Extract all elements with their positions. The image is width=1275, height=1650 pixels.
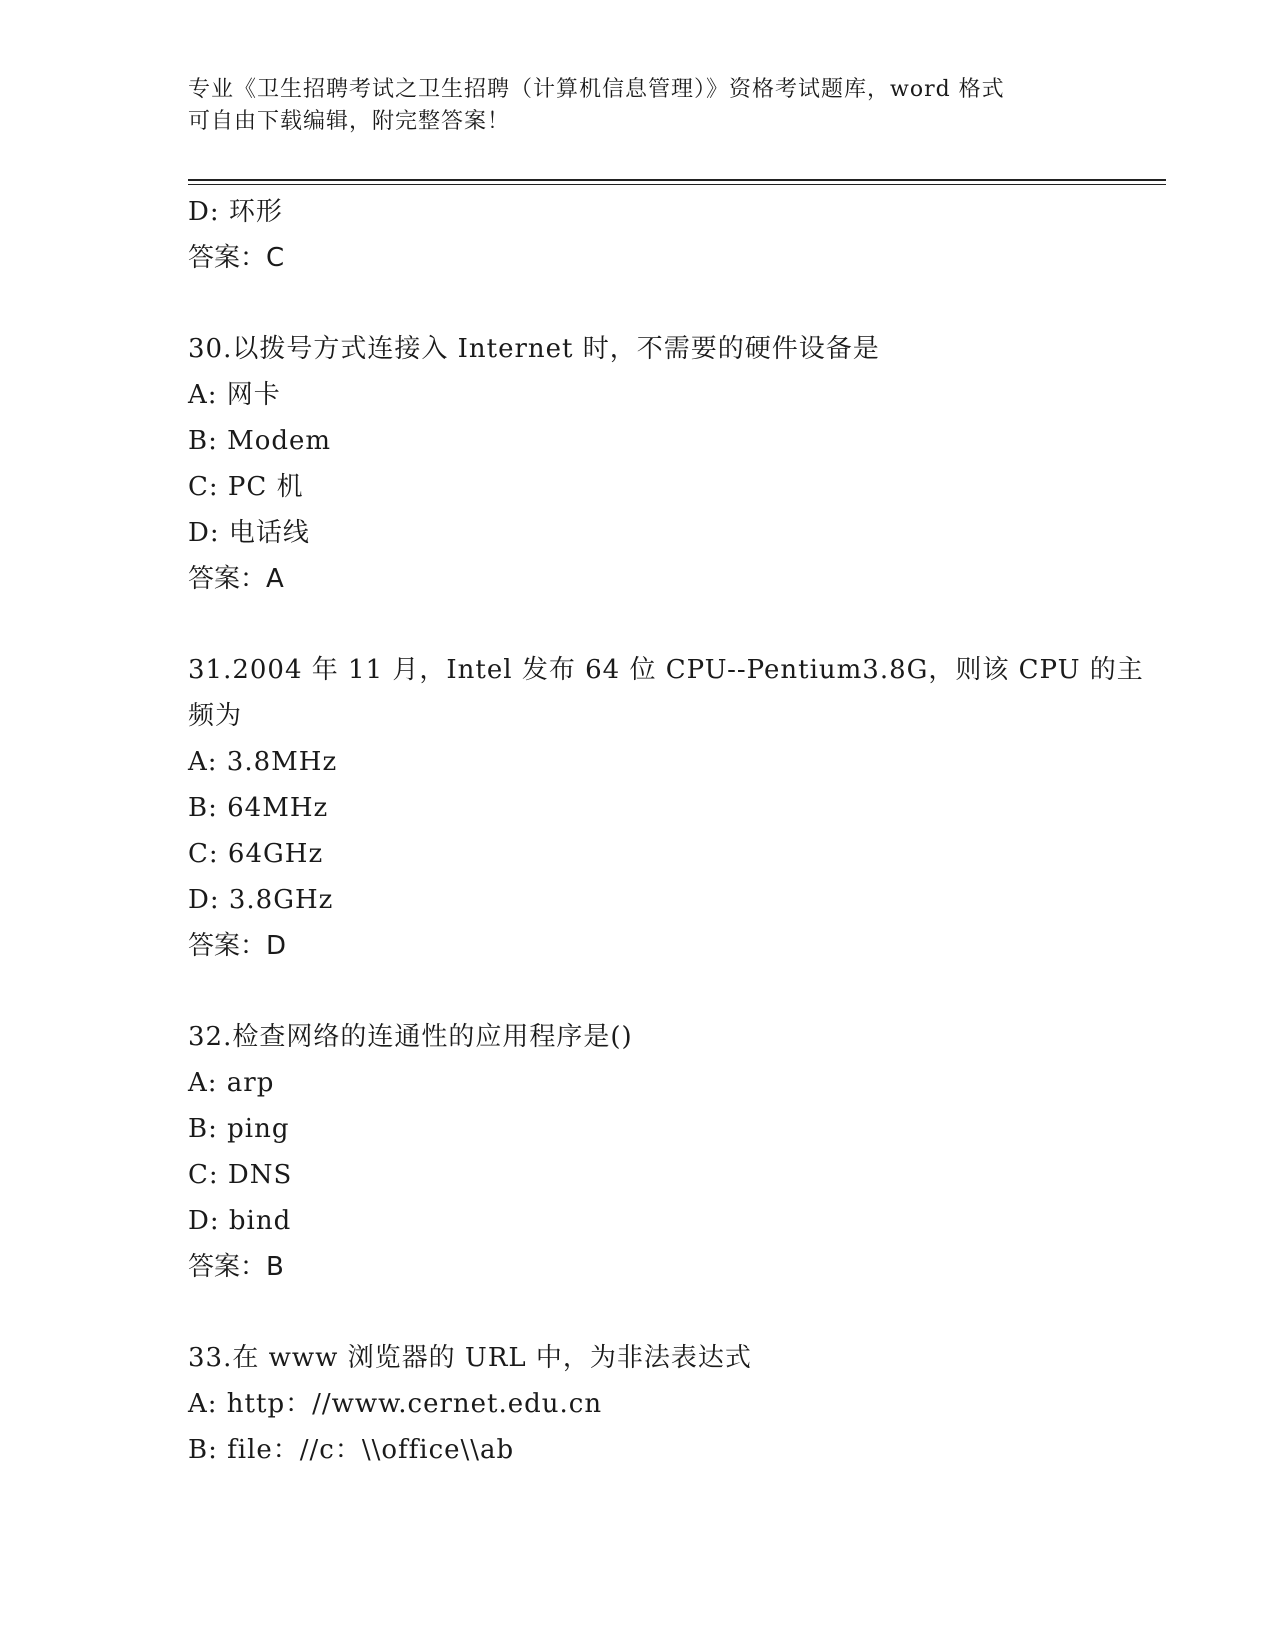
answer-line: 答案：C [188,243,285,273]
question-text-line-2: 频为 [188,701,243,731]
option-b: B: file：//c：\\office\\ab [188,1435,515,1465]
question-30 [188,326,1088,602]
option-d: D: 环形 [188,197,283,227]
question-33 [188,1335,1088,1473]
option-d: D: 电话线 [188,518,310,548]
option-b: B: 64MHz [188,793,329,823]
option-b: B: ping [188,1114,290,1144]
option-a: A: http：//www.cernet.edu.cn [188,1389,603,1419]
spacer [188,602,1088,647]
option-b: B: Modem [188,426,332,456]
option-c: C: 64GHz [188,839,324,869]
option-a: A: arp [188,1068,275,1098]
question-32 [188,1014,1088,1290]
option-a: A: 网卡 [188,380,281,410]
question-text-line-1: 31.2004 年 11 月，Intel 发布 64 位 CPU--Pentium3.8G，则该 CPU 的主 [188,655,1144,685]
header-divider-thick [188,179,1166,181]
answer-line: 答案：B [188,1252,284,1282]
answer-line: 答案：D [188,931,287,961]
question-text: 30.以拨号方式连接入 Internet 时，不需要的硬件设备是 [188,334,880,364]
option-a: A: 3.8MHz [188,747,338,777]
previous-question-tail [188,189,1088,281]
answer-line: 答案：A [188,564,284,594]
header-line-1: 专业《卫生招聘考试之卫生招聘（计算机信息管理）》资格考试题库，word 格式 [188,77,1005,102]
header-line-2: 可自由下载编辑，附完整答案！ [188,109,511,134]
option-c: C: PC 机 [188,472,304,502]
question-text: 33.在 www 浏览器的 URL 中，为非法表达式 [188,1343,752,1373]
option-d: D: bind [188,1206,292,1236]
spacer [188,1290,1088,1335]
question-text: 32.检查网络的连通性的应用程序是() [188,1022,633,1052]
option-d: D: 3.8GHz [188,885,334,915]
header-divider-thin [188,184,1166,185]
question-31 [188,647,1144,969]
question-list [188,189,1144,1473]
option-c: C: DNS [188,1160,293,1190]
spacer [188,969,1088,1014]
spacer [188,281,1088,326]
document-header [188,74,1088,138]
